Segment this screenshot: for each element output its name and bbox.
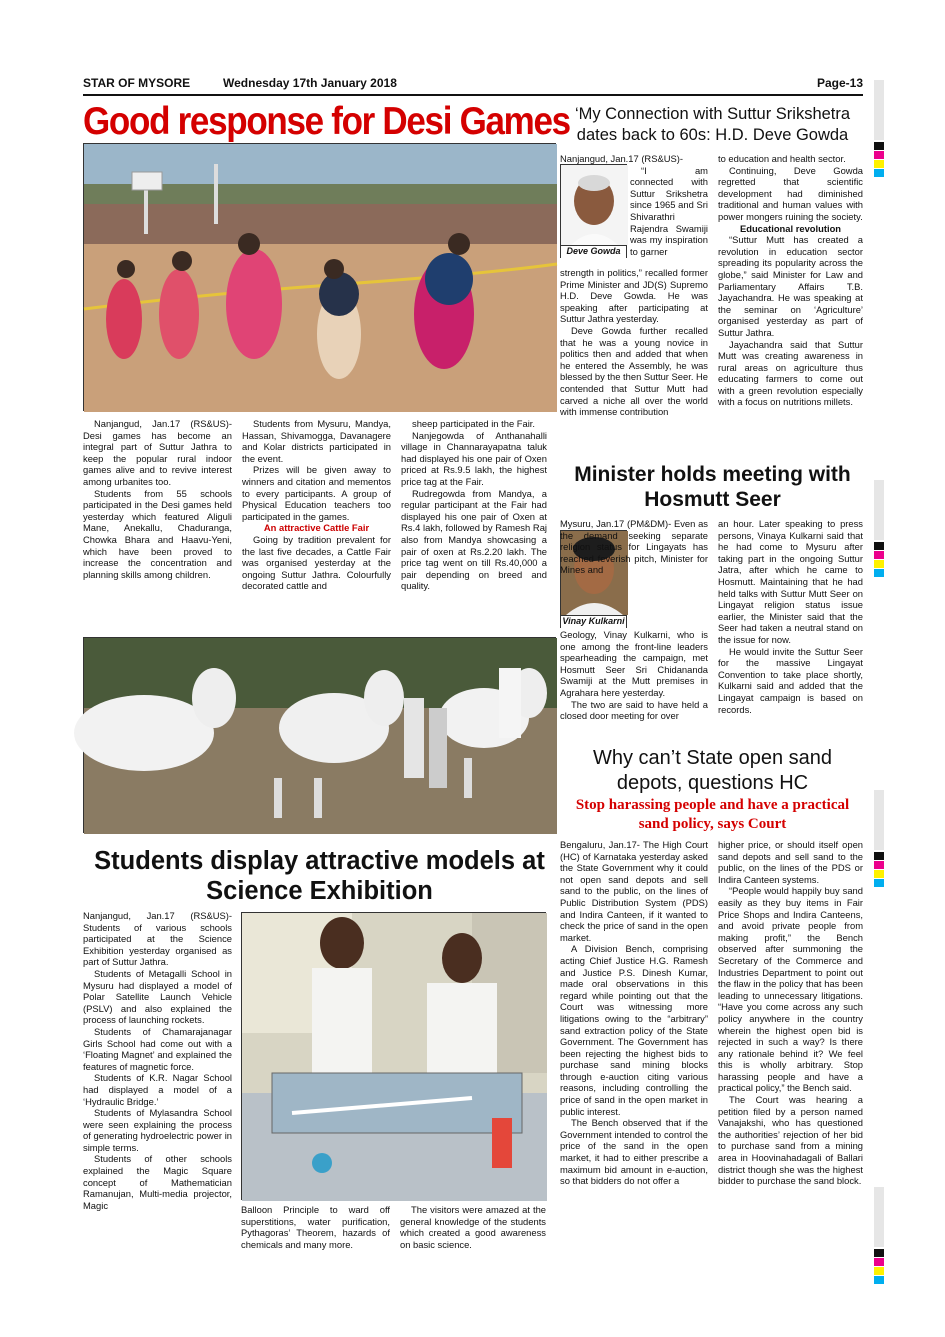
science-column-3 bbox=[400, 1204, 546, 1264]
paragraph: A Division Bench, comprising acting Chief Justice H.G. Ramesh and Justice P.S. Dinesh Kumar, made oral observations in this regard while pointing out that the Court was witnessing more litigations owing to the “arbitrary” sand extraction policy of the State Government. The Government has been rejecting the highest bids to purchase sand mining blocks through e-auction citing various reasons, including controlling the price of sand in the open market in public interest. bbox=[560, 943, 708, 1117]
paragraph: Going by tradition prevalent for the last five decades, a Cattle Fair was organised yesterday at the ongoing Suttur Jathra. Colourfully decorated cattle and bbox=[242, 533, 391, 592]
paragraph: Students of Metagalli School in Mysuru had displayed a model of Polar Satellite Launch Vehicle (PSLV) and also explained the process of launching rockets. bbox=[83, 967, 232, 1026]
paragraph: He would invite the Suttur Seer for the massive Lingayat Convention to take place shortly, Kulkarni said and added that the Lingayat campaign is based on records. bbox=[718, 645, 863, 715]
minister-photo-caption: Vinay Kulkarni bbox=[562, 616, 625, 626]
desi-column-1 bbox=[83, 418, 232, 630]
sand-headline: Why can’t State open sand depots, questions HC bbox=[592, 747, 833, 794]
paragraph: Nanjegowda of Anthanahalli village in Channarayapatna taluk had displayed his one pair of Oxen priced at Rs.9.5 lakh, the highest price tag at the Fair. bbox=[401, 429, 547, 487]
paragraph: Students of K.R. Nagar School had displayed a model of a ‘Hydraulic Bridge.’ bbox=[83, 1072, 232, 1107]
desi-column-3 bbox=[401, 418, 547, 630]
paragraph: The visitors were amazed at the general knowledge of the students which created a good awareness on basic science. bbox=[400, 1204, 546, 1250]
gowda-column-2 bbox=[718, 153, 863, 457]
paragraph: The two are said to have held a closed door meeting for over bbox=[560, 698, 708, 722]
paragraph: Students of Chamarajanagar Girls School had come out with a ‘Floating Magnet’ and explained the features of magnetic force. bbox=[83, 1025, 232, 1072]
sand-column-1 bbox=[560, 839, 708, 1263]
paragraph: Continuing, Deve Gowda regretted that scientific development had diminished traditional and human values with power mongers ruining the society. bbox=[718, 164, 863, 222]
paragraph: Deve Gowda further recalled that he was a young novice in politics then and added that when he entered the Assembly, he was blessed by the then Suttur Seer. He contended that Suttur Mutt had carved a niche all over the world with immense contribution bbox=[560, 324, 709, 418]
science-headline: Students display attractive models at Science Exhibition bbox=[94, 847, 545, 905]
paragraph: strength in politics,” recalled former Prime Minister and JD(S) Supremo H.D. Deve Gowda. He was speaking after participating at Suttur Jathra yesterday. bbox=[560, 267, 708, 325]
newspaper-name: STAR OF MYSORE bbox=[83, 76, 191, 90]
paragraph: “Suttur Mutt has created a revolution in education sector spreading its popularity across the globe,” said Minister for Law and Parliamentary Affairs T.B. Jayachandra. He was speaking at the seminar on ‘Agriculture’ organised yesterday as part of Suttur Jathra. bbox=[718, 234, 863, 338]
science-exhibition-photo bbox=[241, 912, 546, 1200]
gowda-column-1-bottom bbox=[560, 267, 708, 457]
deve-gowda-photo bbox=[560, 164, 627, 258]
paragraph: Mysuru, Jan.17 (PM&DM)- Even as the demand seeking separate religion status for Lingayats has reached feverish pitch, Minister for Mines and bbox=[560, 518, 708, 576]
paragraph: Students of other schools explained the Magic Square concept of Mathematician Ramanujan, Multi-media projector, Magic bbox=[83, 1153, 232, 1211]
paragraph: Students from Mysuru, Mandya, Hassan, Shivamogga, Davanagere and Kolar districts participated in the event. bbox=[242, 418, 391, 464]
minister-column-1-bottom bbox=[560, 629, 708, 741]
tug-of-war-photo bbox=[83, 143, 556, 411]
paragraph: “I am connected with Suttur Srikshetra since 1965 and Sri Shivarathri Rajendra Swamiji was my inspiration to garner bbox=[630, 164, 708, 257]
paragraph: sheep participated in the Fair. bbox=[412, 418, 535, 429]
minister-column-2 bbox=[718, 518, 863, 740]
paragraph: The Court was hearing a petition filed by a person named Vanajakshi, who has questioned the authorities’ rejection of her bid to purchase sand from a mining area in Hoovinahadagali of Ballari district though she was the highest bidder to purchase the sand block. bbox=[718, 1094, 863, 1187]
paragraph: Bengaluru, Jan.17- The High Court (HC) of Karnataka yesterday asked the State Government why it could not open sand depots and sell sand to the public, on the lines of Public Distribution System (PDS) and Indira Canteen, if it wanted to check the price of sand in the open market. bbox=[560, 839, 708, 943]
minister-headline: Minister holds meeting with Hosmutt Seer bbox=[574, 463, 851, 511]
cattle-illustration bbox=[84, 638, 557, 834]
issue-date: Wednesday 17th January 2018 bbox=[223, 76, 397, 90]
paragraph: “People would happily buy sand easily as they buy items in Fair Price Shops and Indira Canteens, and avoid private people from making profit,” the Bench observed after summoning the Secretary of the Commerce and Industries Department to point out the flaw in the policy that has been leading to unnecessary litigations. “Have you come across any such policy anywhere in the country wherein the highest open bid is rejected in such a way? Is there any rationale behind it? We feel this is wholly arbitrary. Stop harassing people and have a practical policy,” the Bench said. bbox=[718, 885, 863, 1094]
page-header bbox=[83, 76, 863, 92]
paragraph: Rudregowda from Mandya, a regular participant at the Fair had displayed his one pair of Oxen at Rs.4 lakh, followed by Ramesh Raj also from Mandya showcasing a pair of oxen at Rs.2.20 lakh. The price tag went on till Rs.40,000 a pair depending on breed and quality. bbox=[401, 487, 547, 592]
paragraph: Geology, Vinay Kulkarni, who is one among the front-line leaders spearheading the campaign, met Hosmutt Seer Sri Chidananda Swamiji at the Mutt premises in Agrahara here yesterday. bbox=[560, 629, 708, 698]
educational-revolution-subhead: Educational revolution bbox=[739, 222, 842, 234]
sand-subheadline: Stop harassing people and have a practical sand policy, says Court bbox=[575, 797, 850, 832]
paragraph: Nanjangud, Jan.17 (RS&US)- Students of various schools participated at the Science Exhibition yesterday organised as part of Suttur Jathra. bbox=[83, 910, 232, 968]
header-rule bbox=[83, 94, 863, 96]
cattle-fair-subhead: An attractive Cattle Fair bbox=[263, 522, 370, 534]
paragraph: Students of Mylasandra School were seen explaining the process of generating hydroelectric power in simple terms. bbox=[83, 1107, 232, 1153]
paragraph: Nanjangud, Jan.17 (RS&US)- Desi games has become an integral part of Suttur Jathra to keep the popular rural indoor games alive and to revive interest among urbanites too. bbox=[83, 418, 232, 487]
paragraph: to education and health sector. bbox=[718, 153, 846, 164]
paragraph: Prizes will be given away to winners and citation and mementos to every participants. A group of Physical Education teachers too participated in the games. bbox=[242, 464, 391, 522]
desi-games-headline: Good response for Desi Games bbox=[83, 99, 570, 143]
cattle-fair-photo bbox=[83, 637, 556, 833]
desi-column-2 bbox=[242, 418, 391, 630]
science-column-1 bbox=[83, 910, 232, 1260]
paragraph: Students from 55 schools participated in the Desi games held yesterday which featured Aliguli Mane, Anekallu, Chaduranga, Chowka Bhara and Haavu-Yeni, which have been proved to increase the concentration and planning skills among children. bbox=[83, 487, 232, 580]
science-column-2 bbox=[241, 1204, 390, 1264]
paragraph: Balloon Principle to ward off superstitions, water purification, Pythagoras’ Theorem, hazards of chemicals and many more. bbox=[241, 1204, 390, 1250]
dateline: Nanjangud, Jan.17 (RS&US)- bbox=[560, 153, 683, 164]
gowda-photo-caption: Deve Gowda bbox=[561, 245, 626, 258]
page-number: Page-13 bbox=[816, 76, 863, 90]
paragraph: The Bench observed that if the Government intended to control the price of the sand in the open market, it had to either prescribe a maximum bid amount in e-auction, so that bidders do not offer a bbox=[560, 1117, 708, 1187]
gowda-headline: ‘My Connection with Suttur Srikshetra dates back to 60s: H.D. Deve Gowda bbox=[574, 105, 851, 144]
paragraph: Jayachandra said that Suttur Mutt was creating awareness in rural areas on agriculture thus educating farmers to come out with a green revolution especially with a focus on nutritions millets. bbox=[718, 338, 863, 408]
paragraph: higher price, or should itself open sand depots and sell sand to the public, on the lines of the PDS or Indira Canteen systems. bbox=[718, 839, 863, 885]
sand-column-2 bbox=[718, 839, 863, 1263]
tug-of-war-illustration bbox=[84, 144, 557, 412]
students-illustration bbox=[242, 913, 547, 1201]
paragraph: an hour. Later speaking to press persons, Vinaya Kulkarni said that he had come to Mysuru after taking part in the ongoing Suttur Jatra, after which he came to Hosmutt. Maintaining that he had held talks with Suttur Mutt Seer on Lingayat religion status issue earlier, the Minister said that the Seer had taken a neutral stand on the issue for now. bbox=[718, 518, 863, 645]
portrait-illustration bbox=[561, 165, 628, 245]
